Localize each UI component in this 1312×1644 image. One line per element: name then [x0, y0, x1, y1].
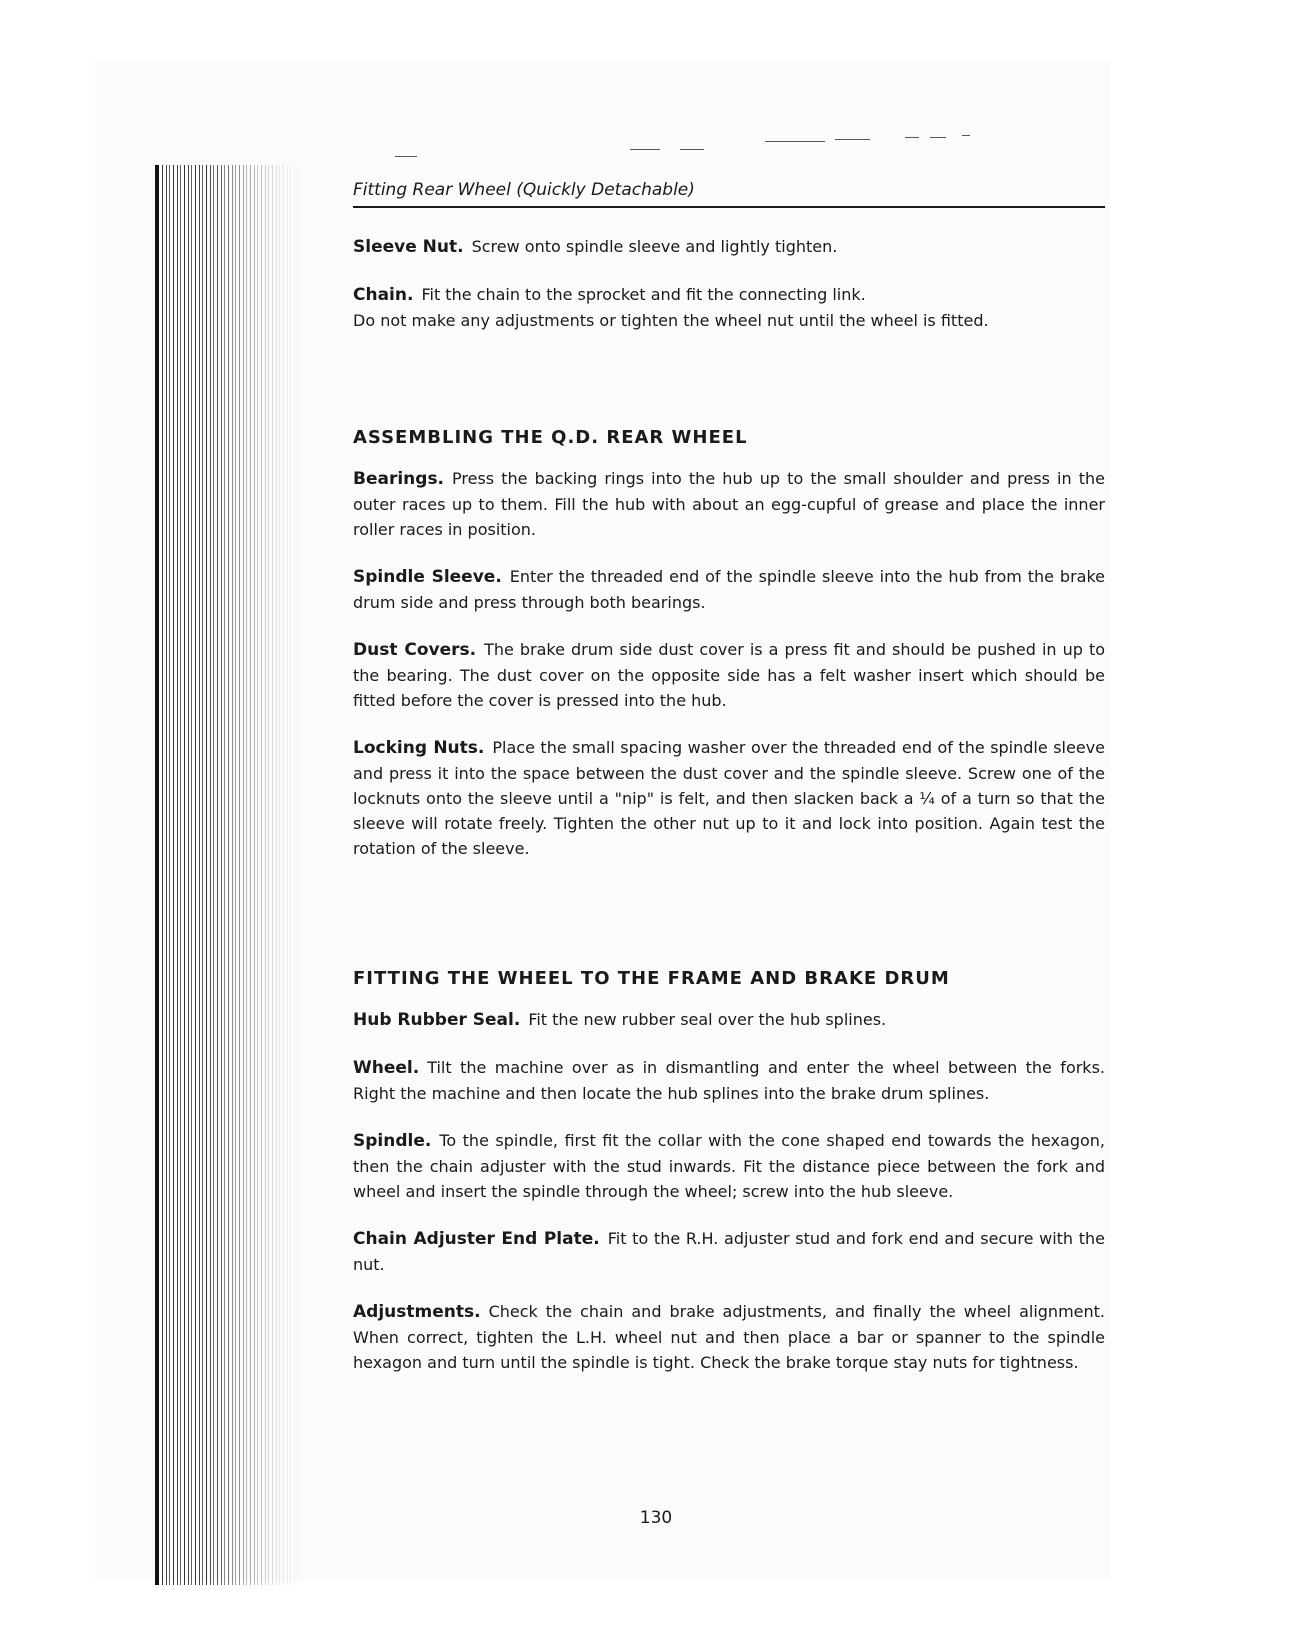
paragraph-text: Check the chain and brake adjustments, and finally the wheel alignment. When correct, tighten the L.H. wheel nut and then place a bar or spanner to the spindle hexagon and turn until the spindle is tight. Check the brake torque stay nuts for tightness.: [353, 1302, 1105, 1372]
paragraph-text: Fit the chain to the sprocket and fit the connecting link.: [421, 285, 866, 304]
paragraph-label: Chain.: [353, 285, 414, 305]
scan-artifact: [930, 137, 946, 138]
paragraph-chain: [353, 282, 1105, 333]
paragraph-text: Tilt the machine over as in dismantling and enter the wheel between the forks. Right the machine and then locate the hub splines into the brake drum splines.: [353, 1058, 1105, 1103]
paragraph-text: Press the backing rings into the hub up to the small shoulder and press in the outer races up to them. Fill the hub with about an egg-cupful of grease and place the inner roller races in position.: [353, 469, 1105, 539]
paragraph-text-line2: Do not make any adjustments or tighten the wheel nut until the wheel is fitted.: [353, 311, 989, 330]
paragraph-label: Chain Adjuster End Plate.: [353, 1229, 600, 1249]
paragraph-label: Adjustments.: [353, 1302, 481, 1322]
paragraph-text: Fit to the R.H. adjuster stud and fork end and secure with the nut.: [353, 1229, 1106, 1274]
paragraph-text: Screw onto spindle sleeve and lightly tighten.: [471, 237, 838, 256]
scan-artifact: [835, 139, 870, 140]
book-binding-shadow: [155, 165, 305, 1585]
paragraph-label: Hub Rubber Seal.: [353, 1010, 521, 1030]
paragraph-text: To the spindle, first fit the collar with the cone shaped end towards the hexagon, then the chain adjuster with the stud inwards. Fit the distance piece between the fork and wheel and insert the spindle through the wheel; screw into the hub sleeve.: [353, 1131, 1105, 1201]
paragraph-bearings: [353, 466, 1105, 542]
paragraph-spindle-sleeve: [353, 564, 1105, 615]
page-content: [353, 180, 1105, 1397]
scan-artifact: [962, 135, 970, 136]
paragraph-dust-covers: [353, 637, 1105, 713]
running-head: Fitting Rear Wheel (Quickly Detachable): [353, 180, 1105, 208]
paragraph-text: Enter the threaded end of the spindle sleeve into the hub from the brake drum side and press through both bearings.: [353, 567, 1105, 612]
paragraph-label: Spindle Sleeve.: [353, 567, 502, 587]
scan-artifact: [630, 149, 660, 150]
paragraph-wheel: [353, 1055, 1105, 1106]
paragraph-label: Bearings.: [353, 469, 445, 489]
scan-artifact: [905, 137, 919, 138]
paragraph-adjustments: [353, 1299, 1105, 1375]
paragraph-chain-adjuster-end-plate: [353, 1226, 1105, 1277]
paragraph-label: Dust Covers.: [353, 640, 477, 660]
paragraph-locking-nuts: [353, 735, 1105, 861]
paragraph-label: Spindle.: [353, 1131, 432, 1151]
section-heading-assembling: ASSEMBLING THE Q.D. REAR WHEEL: [353, 427, 748, 448]
paragraph-text: Fit the new rubber seal over the hub splines.: [528, 1010, 887, 1029]
paragraph-label: Wheel.: [353, 1058, 420, 1078]
paragraph-spindle: [353, 1128, 1105, 1204]
scan-artifact: [765, 141, 825, 142]
section-heading-fitting: FITTING THE WHEEL TO THE FRAME AND BRAKE DRUM: [353, 968, 950, 989]
scan-artifact: [680, 149, 704, 150]
paragraph-label: Locking Nuts.: [353, 738, 485, 758]
paragraph-hub-rubber-seal: [353, 1007, 1105, 1033]
paragraph-text: The brake drum side dust cover is a press fit and should be pushed in up to the bearing. The dust cover on the opposite side has a felt washer insert which should be fitted before the cover is pressed into the hub.: [353, 640, 1106, 710]
scan-artifact: [395, 156, 417, 157]
page-number: 130: [639, 1508, 673, 1528]
book-binding-edge: [155, 165, 159, 1585]
paragraph-text: Place the small spacing washer over the threaded end of the spindle sleeve and press it into the space between the dust cover and the spindle sleeve. Screw one of the locknuts onto the sleeve until a "nip" is felt, and then slacken back a ¼ of a turn so that the sleeve will rotate freely. Tighten the other nut up to it and lock into position. Again test the rotation of the sleeve.: [353, 738, 1106, 858]
paragraph-label: Sleeve Nut.: [353, 237, 464, 257]
paragraph-sleeve-nut: [353, 234, 1105, 260]
